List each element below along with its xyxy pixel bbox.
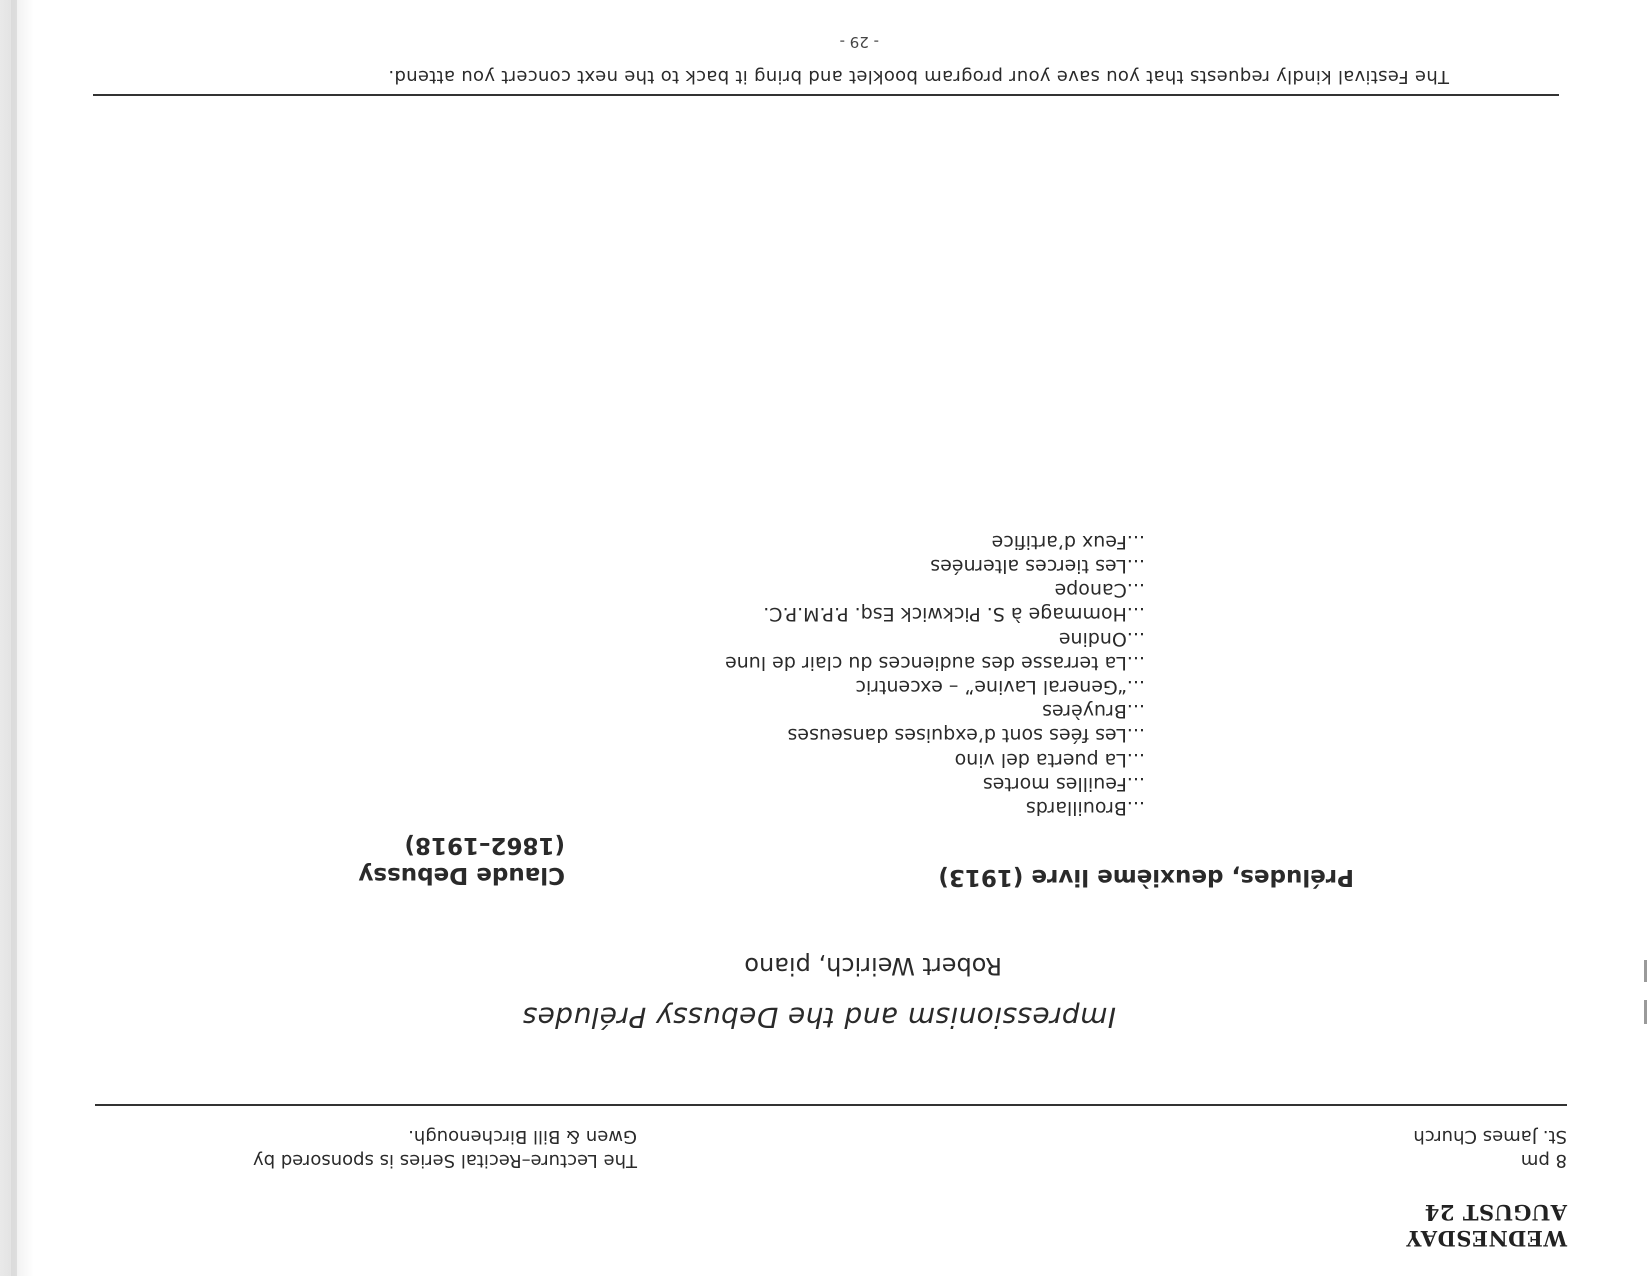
footer-divider [93,94,1559,96]
prelude-item: ...Hommage à S. Pickwick Esq. P.P.M.P.C. [763,603,1145,626]
page-number: - 29 - [839,33,879,51]
venue-name: St. James Church [1413,1126,1567,1147]
concert-time: 8 pm [1520,1150,1567,1171]
performer: Robert Weirich, piano [744,952,1002,980]
composer-dates: (1862–1918) [404,832,565,858]
time-venue [1413,1124,1567,1172]
prelude-list [725,530,1145,820]
date: AUGUST 24 [1424,1200,1567,1225]
footer-note: The Festival kindly requests that you save your program booklet and bring it back to the next concert you attend. [388,66,1449,87]
prelude-item: ...Bruyères [1042,700,1145,723]
composer-name: Claude Debussy [358,862,565,888]
prelude-item: ...Feuilles mortes [982,772,1145,795]
sponsor-credit [253,1124,637,1172]
prelude-item: ...Canope [1054,579,1145,602]
prelude-item: ...La terrasse des audiences du clair de lune [725,651,1145,674]
prelude-item: ...Ondine [1058,627,1145,650]
sponsor-line-1: The Lecture–Recital Series is sponsored by [252,1150,637,1171]
prelude-item: ...Brouillards [1025,797,1145,819]
weekday: WEDNESDAY [1405,1226,1567,1251]
date-block [1406,1199,1567,1251]
concert-title: Impressionism and the Debussy Préludes [522,1001,1116,1034]
prelude-item: ...Les tierces alternées [930,554,1145,577]
work-title: Préludes, deuxième livre (1913) [938,864,1354,890]
prelude-item: ...“General Lavine” – excentric [855,675,1145,698]
prelude-item: ...La puerta del vino [954,748,1145,771]
sponsor-line-2: Gwen & Bill Birchenough. [408,1126,637,1147]
prelude-item: ...Les fées sont d’exquises danseuses [787,724,1145,747]
prelude-item: ...Feux d’artifice [991,530,1145,553]
header-divider [95,1104,1567,1106]
composer-block [358,830,565,890]
